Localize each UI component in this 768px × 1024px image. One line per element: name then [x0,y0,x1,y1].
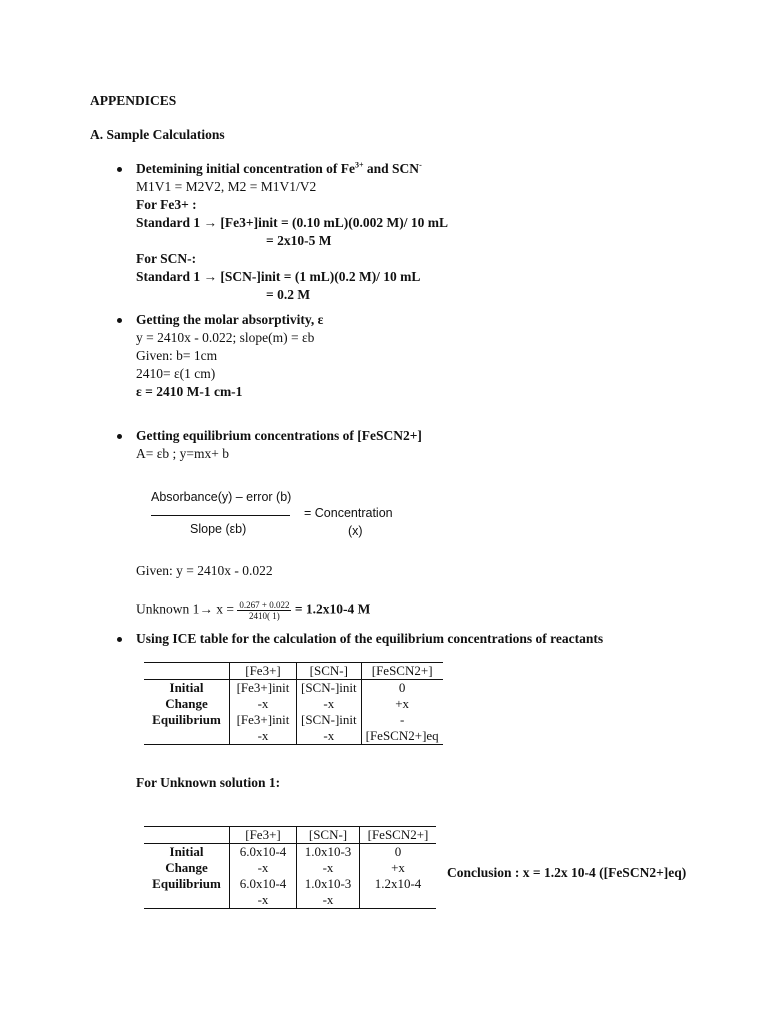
bullet-2-block [136,311,323,401]
t1-header-fe: [Fe3+] [230,663,297,680]
t1-header-scn: [SCN-] [297,663,362,680]
unknown-1-denominator: 2410( 1) [249,611,280,621]
bullet-1 [117,167,122,172]
t2-header-scn: [SCN-] [297,827,360,844]
t2-header-fescn: [FeSCN2+] [360,827,437,844]
concentration-label: = Concentration [304,506,393,520]
conclusion: Conclusion : x = 1.2x 10-4 ([FeSCN2+]eq) [447,865,687,880]
fraction-bar [151,515,290,516]
concentration-fraction-denominator: Slope (εb) [190,522,247,536]
bullet-1-block [136,160,448,304]
bullet-4 [117,637,122,642]
standard-1-scn: Standard 1 → [SCN-]init = (1 mL)(0.2 M)/ 10 mL [136,269,421,284]
bullet-4-title: Using ICE table for the calculation of the equilibrium concentrations of reactants [136,631,604,646]
t1-row-initial: Initial [Fe3+]init [SCN-]init 0 [144,680,443,697]
t2-row-equilibrium: Equilibrium 6.0x10-4 -x 1.0x10-3 -x 1.2x10-4 [144,876,436,909]
concentration-fraction-numerator: Absorbance(y) – error (b) [151,490,292,504]
bullet-3-block [136,427,422,463]
t1-row-equilibrium: Equilibrium [Fe3+]init -x [SCN-]init -x -[FeSCN2+]eq [144,712,443,745]
t1-row-change: Change -x -x +x [144,696,443,712]
unknown-solution-heading: For Unknown solution 1: [136,775,281,790]
ice-table-general [144,662,443,745]
concentration-x: (x) [348,524,363,538]
appendices-heading: APPENDICES [90,93,177,108]
given-b: Given: b= 1cm [136,348,218,363]
bullet-3 [117,434,122,439]
standard-1-scn-result: = 0.2 M [266,287,311,302]
given-equation: Given: y = 2410x - 0.022 [136,563,273,578]
t1-header-fescn: [FeSCN2+] [361,663,443,680]
t2-row-change: Change -x -x +x [144,860,436,876]
bullet-3-title: Getting equilibrium concentrations of [FeSCN2+] [136,428,422,443]
dilution-formula: M1V1 = M2V2, M2 = M1V1/V2 [136,179,317,194]
bullet-2-title: Getting the molar absorptivity, ε [136,312,324,327]
bullet-1-title: Detemining initial concentration of $Fe^{3+}$ and SCN- [136,160,422,176]
ice-table-unknown-1 [144,826,436,909]
beer-law-equation: A= εb ; y=mx+ b [136,446,230,461]
section-sample-calculations: A. Sample Calculations [90,127,225,142]
t2-header-fe: [Fe3+] [230,827,297,844]
standard-1-fe: Standard 1 → [Fe3+]init = (0.10 mL)(0.002 M)/ 10 mL [136,215,448,230]
unknown-1-numerator: 0.267 + 0.022 [239,600,290,610]
epsilon-result: ε = 2410 M-1 cm-1 [136,384,243,399]
unknown-1-calculation: Unknown 1→ x = $\frac{0.267 + 0.022}{2410( 1)}$ = 1.2x10-4 M [136,600,371,621]
standard-1-fe-result: = 2x10-5 M [266,233,332,248]
bullet-2 [117,318,122,323]
for-scn-label: For SCN-: [136,251,197,266]
unknown-1-result: = 1.2x10-4 M [294,601,371,617]
for-fe-label: For Fe3+ : [136,197,197,212]
regression-equation: y = 2410x - 0.022; slope(m) = εb [136,330,315,345]
slope-equation: 2410= ε(1 cm) [136,366,216,381]
t2-row-initial: Initial 6.0x10-4 1.0x10-3 0 [144,844,436,861]
